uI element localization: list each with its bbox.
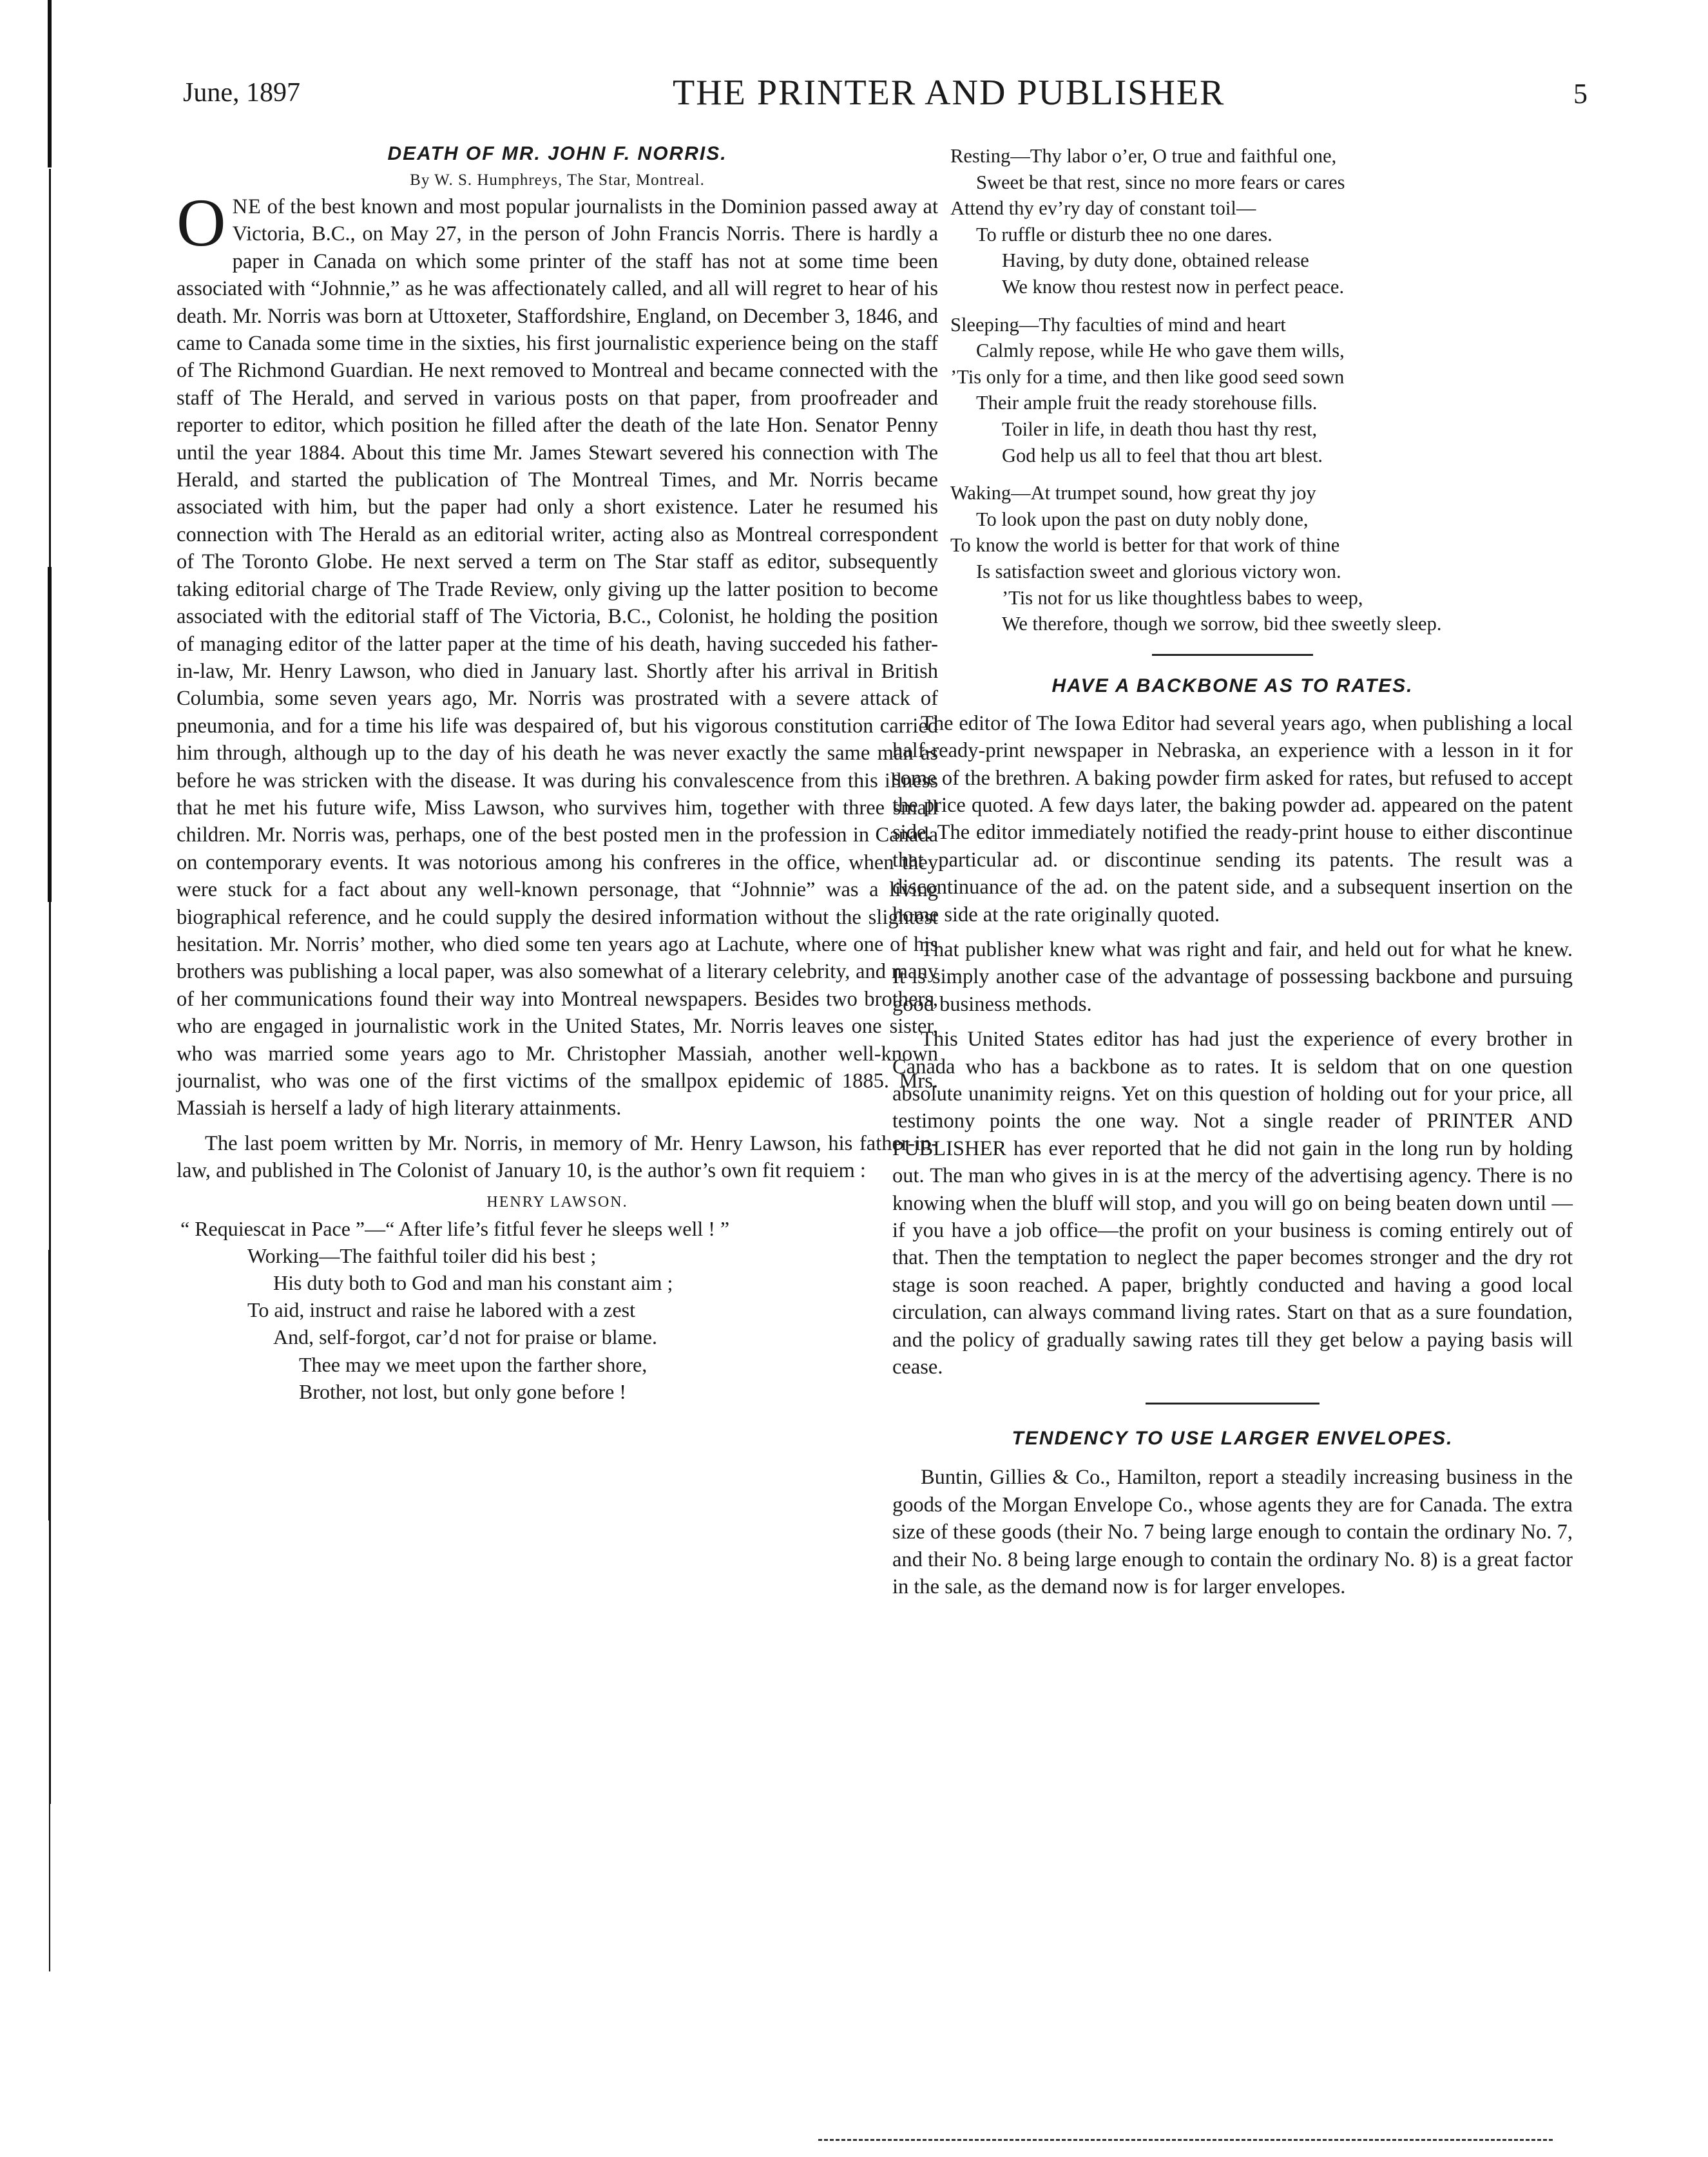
drop-cap: O: [177, 185, 226, 260]
article-paragraph: That publisher knew what was right and fair, and held out for what he knew. It is simply another case of the advantage of possessing backbone and pursuing good business methods.: [892, 937, 1573, 1016]
poem-line: “ Requiescat in Pace ”—“ After life’s fitful fever he sleeps well ! ”: [180, 1216, 730, 1240]
article-paragraph: This United States editor has had just the experience of every brother in Canada who has a backbone as to rates. It is seldom that on one question absolute unanimity reigns. Yet on this question of holding out for your price, all testimony points the one way. Not a single reader of PRINTER AND PUBLISHER has ever reported that he did not gain in the long run by holding out. The man who gives in is at the mercy of the advertising agency. There is no knowing when the bluff will stop, and you will go on being beaten down until —if you have a job office—the profit on your business is coming entirely out of that. Then the temptation to neglect the paper becomes stronger and the dry rot stage is soon reached. A paper, brightly conducted and having a good local circulation, can always command living rates. Start on that as a sure foundation, and the policy of gradually sawing rates till they get below a paying basis will cease.: [892, 1028, 1573, 1379]
poem-line: We therefore, though we sorrow, bid thee sweetly sleep.: [1002, 613, 1442, 635]
article-paragraph-1: [177, 185, 938, 1122]
article-title-backbone-rates: HAVE A BACKBONE AS TO RATES.: [1051, 675, 1414, 696]
poem: [177, 1215, 938, 1405]
left-column: [177, 143, 938, 1405]
article-title-larger-envelopes: TENDENCY TO USE LARGER ENVELOPES.: [1012, 1428, 1454, 1450]
poem-line: And, self-forgot, car’d not for praise or blame.: [273, 1325, 657, 1349]
article-paragraph: Buntin, Gillies & Co., Hamilton, report a steadily increasing business in the goods of the Morgan Envelope Co., whose agents they are for Canada. The extra size of these goods (their No. 7 being large enough to contain the ordinary No. 7, and their No. 8 being large enough to contain the ordinary No. 8) is a great factor in the sale, as the demand now is for larger envelopes.: [892, 1466, 1573, 1599]
article-paragraph: The editor of The Iowa Editor had several years ago, when publishing a local half-ready-print newspaper in Nebraska, an experience with a lesson in it for some of the brethren. A baking powder firm asked for rates, but refused to accept the price quoted. A few days later, the baking powder ad. appeared on the patent side. The editor immediately notified the ready-print house to either discontinue that particular ad. or discontinue sending its patents. The result was a discontinuance of the ad. on the patent side, and a subsequent insertion on the home side at the rate originally quoted.: [892, 711, 1573, 926]
article-byline: By W. S. Humphreys, The Star, Montreal.: [410, 171, 705, 189]
poem-line: Brother, not lost, but only gone before !: [299, 1379, 626, 1403]
section-divider: [1146, 1403, 1319, 1404]
publication-title: THE PRINTER AND PUBLISHER: [673, 73, 1225, 113]
poem-line: ’Tis only for a time, and then like good seed sown: [950, 365, 1345, 388]
poem-line: Their ample fruit the ready storehouse fills.: [976, 392, 1318, 414]
issue-date: June, 1897: [183, 78, 300, 108]
poem-line: Thee may we meet upon the farther shore,: [299, 1352, 648, 1376]
poem-stanza-waking: [892, 480, 1573, 637]
poem-line: To ruffle or disturb thee no one dares.: [976, 223, 1272, 245]
page-header: [183, 72, 1588, 117]
poem-title: HENRY LAWSON.: [486, 1193, 628, 1211]
page-number: 5: [1573, 78, 1588, 110]
poem-line: To aid, instruct and raise he labored with a zest: [247, 1298, 635, 1322]
poem-line: To know the world is better for that work of thine: [950, 534, 1340, 557]
poem-line: Toiler in life, in death thou hast thy rest,: [1002, 417, 1318, 440]
poem-line: Working—The faithful toiler did his best ;: [247, 1243, 597, 1267]
footer-rule: [818, 2139, 1553, 2141]
poem-line: Having, by duty done, obtained release: [1002, 249, 1309, 272]
poem-line: God help us all to feel that thou art blest.: [1002, 444, 1323, 466]
poem-line: Waking—At trumpet sound, how great thy joy: [950, 482, 1316, 504]
poem-line: His duty both to God and man his constant aim ;: [273, 1271, 673, 1295]
poem-line: Sweet be that rest, since no more fears or cares: [976, 171, 1345, 193]
section-divider: [1152, 654, 1313, 656]
poem-line: To look upon the past on duty nobly done,: [976, 508, 1309, 530]
article-paragraph-2: The last poem written by Mr. Norris, in memory of Mr. Henry Lawson, his father-in-law, and published in The Colonist of January 10, is the author’s own fit requiem :: [177, 1131, 938, 1183]
poem-line: Is satisfaction sweet and glorious victory won.: [976, 560, 1341, 582]
poem-line: Attend thy ev’ry day of constant toil—: [950, 197, 1256, 220]
poem-line: We know thou restest now in perfect peace.: [1002, 275, 1345, 298]
poem-line: Resting—Thy labor o’er, O true and faithful one,: [950, 145, 1337, 167]
binding-edge-marks: [45, 0, 54, 2157]
article-title-death-of-norris: DEATH OF MR. JOHN F. NORRIS.: [387, 143, 727, 164]
poem-stanza-resting: [892, 143, 1573, 300]
poem-line: Sleeping—Thy faculties of mind and heart: [950, 313, 1286, 336]
poem-stanza-sleeping: [892, 312, 1573, 469]
poem-line: Calmly repose, while He who gave them wills,: [976, 340, 1345, 362]
poem-continued: [892, 143, 1573, 637]
poem-line: ’Tis not for us like thoughtless babes to weep,: [1002, 586, 1363, 609]
right-column: [892, 143, 1573, 1600]
paragraph-text: of the best known and most popular journalists in the Dominion passed away at Victoria, B.C., on May 27, in the person of John Francis Norris. There is hardly a paper in Canada on which some printer of the staff has not at some time been associated with “Johnnie,” as he was affectionately called, and all will regret to hear of his death. Mr. Norris was born at Uttoxeter, Staffordshire, England, on December 3, 1846, and came to Canada some time in the sixties, his first journalistic experience being on the staff of The Richmond Guardian. He next removed to Montreal and became connected with the staff of The Herald, and served in various posts on that paper, from proofreader and reporter to editor, which position he filled after the death of the late Hon. Senator Penny until the year 1884. About this time Mr. James Stewart severed his connection with The Herald, and started the publication of The Montreal Times, and Mr. Norris became associated with him, but the paper had only a short existence. Later he resumed his connection with The Herald as an editorial writer, acting also as Montreal correspondent of The Toronto Globe. He next served a term on The Star staff as editor, subsequently taking editorial charge of The Trade Review, only giving up the latter position to become associated with the editorial staff of The Victoria, B.C., Colonist, he holding the position of managing editor of the latter paper at the time of his death, having succeded his father-in-law, Mr. Henry Lawson, who died in January last. Shortly after his arrival in British Columbia, some seven years ago, Mr. Norris was prostrated with a severe attack of pneumonia, and for a time his life was despaired of, but his vigorous constitution carried him through, although up to the day of his death he was never exactly the same man as before he was stricken with the disease. It was during his convalescence from this illness that he met his future wife, Miss Lawson, who survives him, together with three small children. Mr. Norris was, perhaps, one of the best posted men in the profession in Canada on contemporary events. It was notorious among his confreres in the office, when they were stuck for a fact about any well-known personage, that “Johnnie” was a living biographical reference, and he could supply the desired information without the slightest hesitation. Mr. Norris’ mother, who died some ten years ago at Lachute, where one of his brothers was publishing a local paper, was also somewhat of a literary celebrity, and many of her communications found their way into Montreal newspapers. Besides two brothers, who are engaged in journalistic work in the United States, Mr. Norris leaves one sister, who was married some years ago to Mr. Christopher Massiah, another well-known journalist, who was one of the first victims of the smallpox epidemic of 1885. Mrs. Massiah is herself a lady of high literary attainments.: [177, 195, 938, 1120]
drop-cap-continuation: NE: [232, 195, 262, 218]
